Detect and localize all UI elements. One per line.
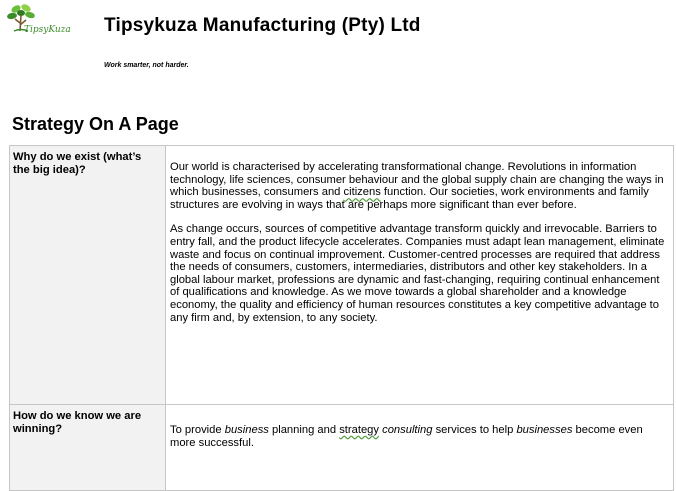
- answer-text: Our world is characterised by accelerating transformational change. Revolutions in information technology, life sciences, consumer behaviour and the global supply chain are changing the ways in which businesses, consumers and: [170, 161, 664, 199]
- company-tagline: Work smarter, not harder.: [104, 62, 189, 69]
- answer-text: function. Our societies, work environments and family structures are evolving in ways that are perhaps more significant than ever before.: [170, 186, 649, 211]
- answer-paragraph: [170, 424, 667, 449]
- answer-cell: [166, 405, 674, 491]
- answer-text: services to help: [432, 424, 517, 436]
- page-heading: Strategy On A Page: [12, 114, 179, 134]
- answer-text-italic: consulting: [382, 424, 433, 436]
- logo-wordmark: TipsyKuza: [24, 25, 71, 35]
- answer-text-italic: businesses: [516, 424, 573, 436]
- spellcheck-flagged-word[interactable]: citizens: [343, 186, 381, 199]
- answer-cell: [166, 146, 674, 405]
- table-row: [10, 405, 674, 491]
- question-cell: How do we know we are winning?: [10, 405, 166, 491]
- answer-text: planning and: [268, 424, 340, 436]
- answer-text-italic: business: [224, 424, 269, 436]
- answer-paragraph: [170, 161, 667, 211]
- table-row: [10, 146, 674, 405]
- question-cell: Why do we exist (what’s the big idea)?: [10, 146, 166, 405]
- answer-text: become even more successful.: [170, 424, 643, 449]
- company-name: Tipsykuza Manufacturing (Pty) Ltd: [104, 15, 421, 36]
- answer-text: To provide: [170, 424, 225, 436]
- spellcheck-flagged-word[interactable]: strategy: [339, 424, 379, 436]
- strategy-table: [9, 145, 674, 491]
- company-logo: [6, 3, 96, 47]
- answer-paragraph: As change occurs, sources of competitive advantage transform quickly and irrevocable. Barriers to entry fall, and the product lifecycle accelerates. Companies must adapt lean management, eliminate waste and focus on continual improvement. Customer-centred processes are required that address the needs of consumers, customers, intermediaries, distributors and other key stakeholders. In a global labour market, professions are dynamic and fast-changing, requiring continual enhancement of qualifications and knowledge. As we move towards a global shareholder and a knowledge economy, the quality and efficiency of human resources constitutes a key competitive advantage to any firm and, by extension, to any society.: [170, 223, 665, 324]
